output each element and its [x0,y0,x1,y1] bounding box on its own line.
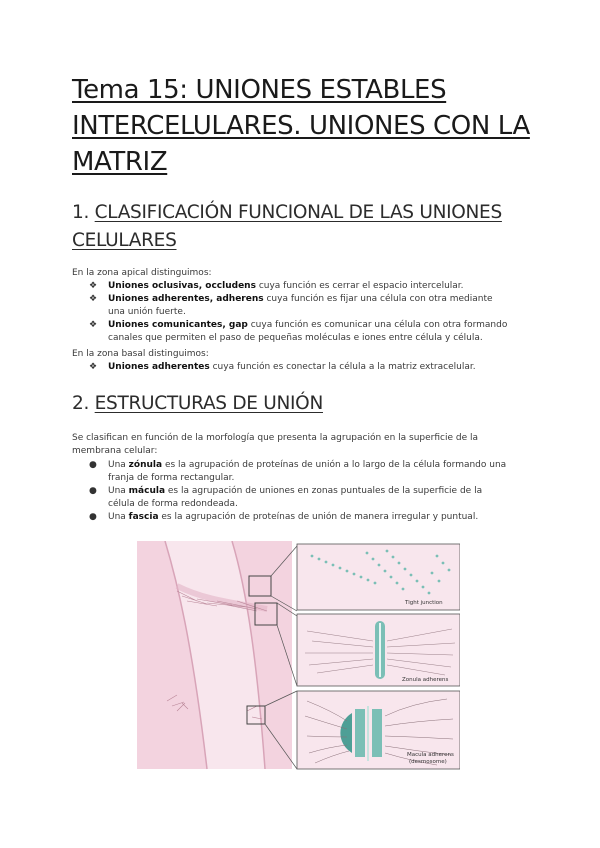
macula-adherens-sublabel: (desmosome) [409,759,447,765]
section-2-heading-text: ESTRUCTURAS DE UNIÓN [94,393,323,414]
section-1-number: 1. [72,202,90,223]
diamond-bullet-icon: ❖ [89,294,98,304]
item-term: mácula [128,486,166,496]
structures-list [89,459,509,524]
item-text: cuya función es fijar una célula con otra mediante una unión fuerte. [108,294,493,317]
zonula-adherens-label: Zonula adherens [402,677,449,683]
item-term: Uniones adherentes, adherens [108,294,264,304]
list-item [89,361,509,374]
round-bullet-icon: ● [89,486,97,496]
item-text: cuya función es conectar la célula a la matriz extracelular. [209,362,476,372]
list-item [89,293,509,319]
list-item [89,280,509,293]
item-prefix: Una [108,512,129,522]
section-1-heading [72,199,542,255]
diamond-bullet-icon: ❖ [89,281,98,291]
item-term: fascia [128,512,159,522]
page-title [72,72,542,180]
section-2-number: 2. [72,393,90,414]
page-title-line-2: INTERCELULARES. UNIONES CON LA [72,111,530,141]
item-prefix: Una [108,486,129,496]
round-bullet-icon: ● [89,512,97,522]
basal-intro: En la zona basal distinguimos: [72,349,209,359]
page-title-line-3: MATRIZ [72,147,168,177]
page-title-line-1: Tema 15: UNIONES ESTABLES [72,75,447,105]
diamond-bullet-icon: ❖ [89,320,98,330]
list-item [89,485,509,511]
junctions-figure [137,541,460,773]
item-text: es la agrupación de proteínas de unión a lo largo de la célula formando una franja de forma rectangular. [108,460,507,483]
item-term: Uniones adherentes [108,362,210,372]
apical-list [89,280,509,345]
apical-intro: En la zona apical distinguimos: [72,268,212,278]
item-text: cuya función es cerrar el espacio intercelular. [255,281,464,291]
item-text: cuya función es comunicar una célula con otra formando canales que permiten el paso de pequeñas moléculas e iones entre célula y célula. [108,320,508,343]
list-item [89,319,509,345]
item-text: es la agrupación de uniones en zonas puntuales de la superficie de la célula de forma redondeada. [108,486,483,509]
basal-list [89,361,509,374]
macula-adherens-label: Macula adherens [407,752,454,758]
item-term: zónula [128,460,163,470]
diamond-bullet-icon: ❖ [89,362,98,372]
desmosome-core-right [372,709,382,757]
section-1-heading-line-2: CELULARES [72,230,177,251]
item-prefix: Una [108,460,129,470]
tight-junction-label: Tight junction [405,600,443,606]
section-1-heading-line-1: CLASIFICACIÓN FUNCIONAL DE LAS UNIONES [94,202,502,223]
item-text: es la agrupación de proteínas de unión de manera irregular y puntual. [158,512,479,522]
item-term: Uniones oclusivas, occludens [108,281,256,291]
section-2-heading [72,390,323,418]
list-item [89,511,509,524]
item-term: Uniones comunicantes, gap [108,320,248,330]
section-2-intro: Se clasifican en función de la morfología que presenta la agrupación en la superficie de la membrana celular: [72,433,479,456]
desmosome-core-left [355,709,365,757]
list-item [89,459,509,485]
round-bullet-icon: ● [89,460,97,470]
